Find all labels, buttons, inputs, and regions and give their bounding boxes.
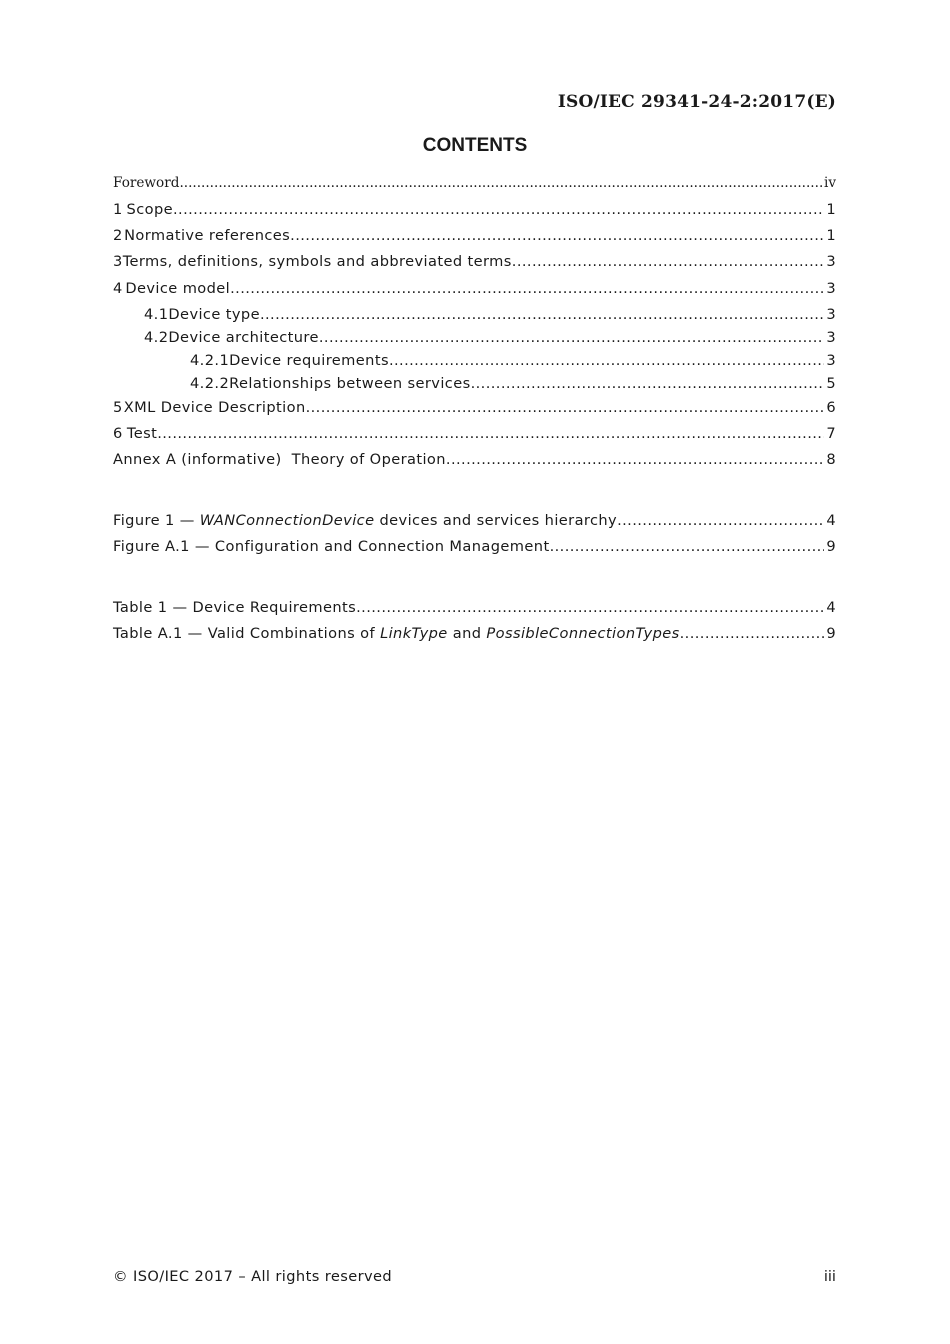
table-entry-1[interactable] xyxy=(113,598,836,618)
toc-number: 4.2.2 xyxy=(190,375,230,392)
leader-dots xyxy=(290,226,824,246)
leader-dots xyxy=(319,328,824,348)
leader-dots xyxy=(173,200,824,220)
toc-number: 4 xyxy=(113,280,123,297)
toc-number: 1 xyxy=(113,201,123,218)
toc-page: 8 xyxy=(826,451,836,468)
figure-entry-a1[interactable] xyxy=(113,537,836,557)
leader-dots xyxy=(306,398,825,418)
toc-entry-test[interactable] xyxy=(113,424,836,444)
leader-dots xyxy=(356,598,824,618)
figure-suffix: devices and services hierarchy xyxy=(374,512,618,529)
footer-copyright: © ISO/IEC 2017 – All rights reserved xyxy=(113,1268,393,1285)
toc-entry-foreword[interactable] xyxy=(113,173,836,193)
figure-label xyxy=(113,511,617,531)
toc-entry-annex-a[interactable] xyxy=(113,450,836,470)
toc-label: Device type xyxy=(168,306,260,323)
toc-page: 6 xyxy=(826,399,836,416)
table-page: 9 xyxy=(826,625,836,642)
toc-number: 5 xyxy=(113,399,123,416)
leader-dots xyxy=(680,624,825,644)
toc-entry-device-architecture[interactable] xyxy=(144,328,836,348)
toc-label: Foreword xyxy=(113,175,180,191)
toc-page: 1 xyxy=(826,227,836,244)
toc-page: 3 xyxy=(826,352,836,369)
toc-page: 7 xyxy=(826,425,836,442)
toc-entry-terms[interactable] xyxy=(113,252,836,272)
figure-page: 4 xyxy=(826,512,836,529)
leader-dots xyxy=(446,450,824,470)
figure-italic-term: WANConnectionDevice xyxy=(199,512,375,529)
leader-dots xyxy=(617,511,824,531)
leader-dots xyxy=(179,173,822,193)
toc-entry-relationships[interactable] xyxy=(190,374,836,394)
table-prefix: Table A.1 — Valid Combinations of xyxy=(113,625,381,642)
toc-label: Device architecture xyxy=(168,329,319,346)
toc-entry-device-model[interactable] xyxy=(113,279,836,299)
table-entry-a1[interactable] xyxy=(113,624,836,644)
figure-entry-1[interactable] xyxy=(113,511,836,531)
figure-label: Figure A.1 — Configuration and Connection Management xyxy=(113,538,550,555)
toc-entry-scope[interactable] xyxy=(113,200,836,220)
leader-dots xyxy=(260,305,824,325)
leader-dots xyxy=(230,279,824,299)
toc-entry-xml-device-description[interactable] xyxy=(113,398,836,418)
toc-page: 1 xyxy=(826,201,836,218)
leader-dots xyxy=(512,252,825,272)
toc-entry-device-type[interactable] xyxy=(144,305,836,325)
toc-label: Terms, definitions, symbols and abbreviated terms xyxy=(122,253,512,270)
table-italic-term-2: PossibleConnectionTypes xyxy=(486,625,680,642)
toc-number: 4.2.1 xyxy=(190,352,230,369)
table-label xyxy=(113,624,680,644)
document-identifier: ISO/IEC 29341-24-2:2017(E) xyxy=(557,92,836,112)
toc-label: Normative references xyxy=(124,227,291,244)
figure-prefix: Figure 1 — xyxy=(113,512,200,529)
leader-dots xyxy=(389,351,824,371)
table-italic-term-1: LinkType xyxy=(380,625,448,642)
toc-number: 4.2 xyxy=(144,329,169,346)
toc-number: 2 xyxy=(113,227,123,244)
toc-label: XML Device Description xyxy=(123,399,306,416)
toc-number: 3 xyxy=(113,253,123,270)
leader-dots xyxy=(157,424,824,444)
toc-number: 6 xyxy=(113,425,123,442)
toc-page: iv xyxy=(823,175,836,191)
leader-dots xyxy=(471,374,825,394)
toc-label: Scope xyxy=(126,201,173,218)
toc-page: 3 xyxy=(826,253,836,270)
toc-label: Device model xyxy=(125,280,231,297)
toc-entry-device-requirements[interactable] xyxy=(190,351,836,371)
toc-entry-normative-references[interactable] xyxy=(113,226,836,246)
table-label: Table 1 — Device Requirements xyxy=(113,599,357,616)
toc-label: Relationships between services xyxy=(229,375,471,392)
toc-page: 5 xyxy=(826,375,836,392)
toc-page: 3 xyxy=(826,329,836,346)
figure-page: 9 xyxy=(826,538,836,555)
page-title: CONTENTS xyxy=(422,135,528,156)
toc-page: 3 xyxy=(826,280,836,297)
toc-label: Test xyxy=(126,425,158,442)
leader-dots xyxy=(550,537,825,557)
toc-label: Device requirements xyxy=(229,352,389,369)
footer-page-number: iii xyxy=(823,1268,836,1285)
toc-page: 3 xyxy=(826,306,836,323)
toc-label: Annex A (informative) Theory of Operation xyxy=(113,451,446,468)
toc-number: 4.1 xyxy=(144,306,169,323)
table-connector: and xyxy=(447,625,487,642)
table-page: 4 xyxy=(826,599,836,616)
